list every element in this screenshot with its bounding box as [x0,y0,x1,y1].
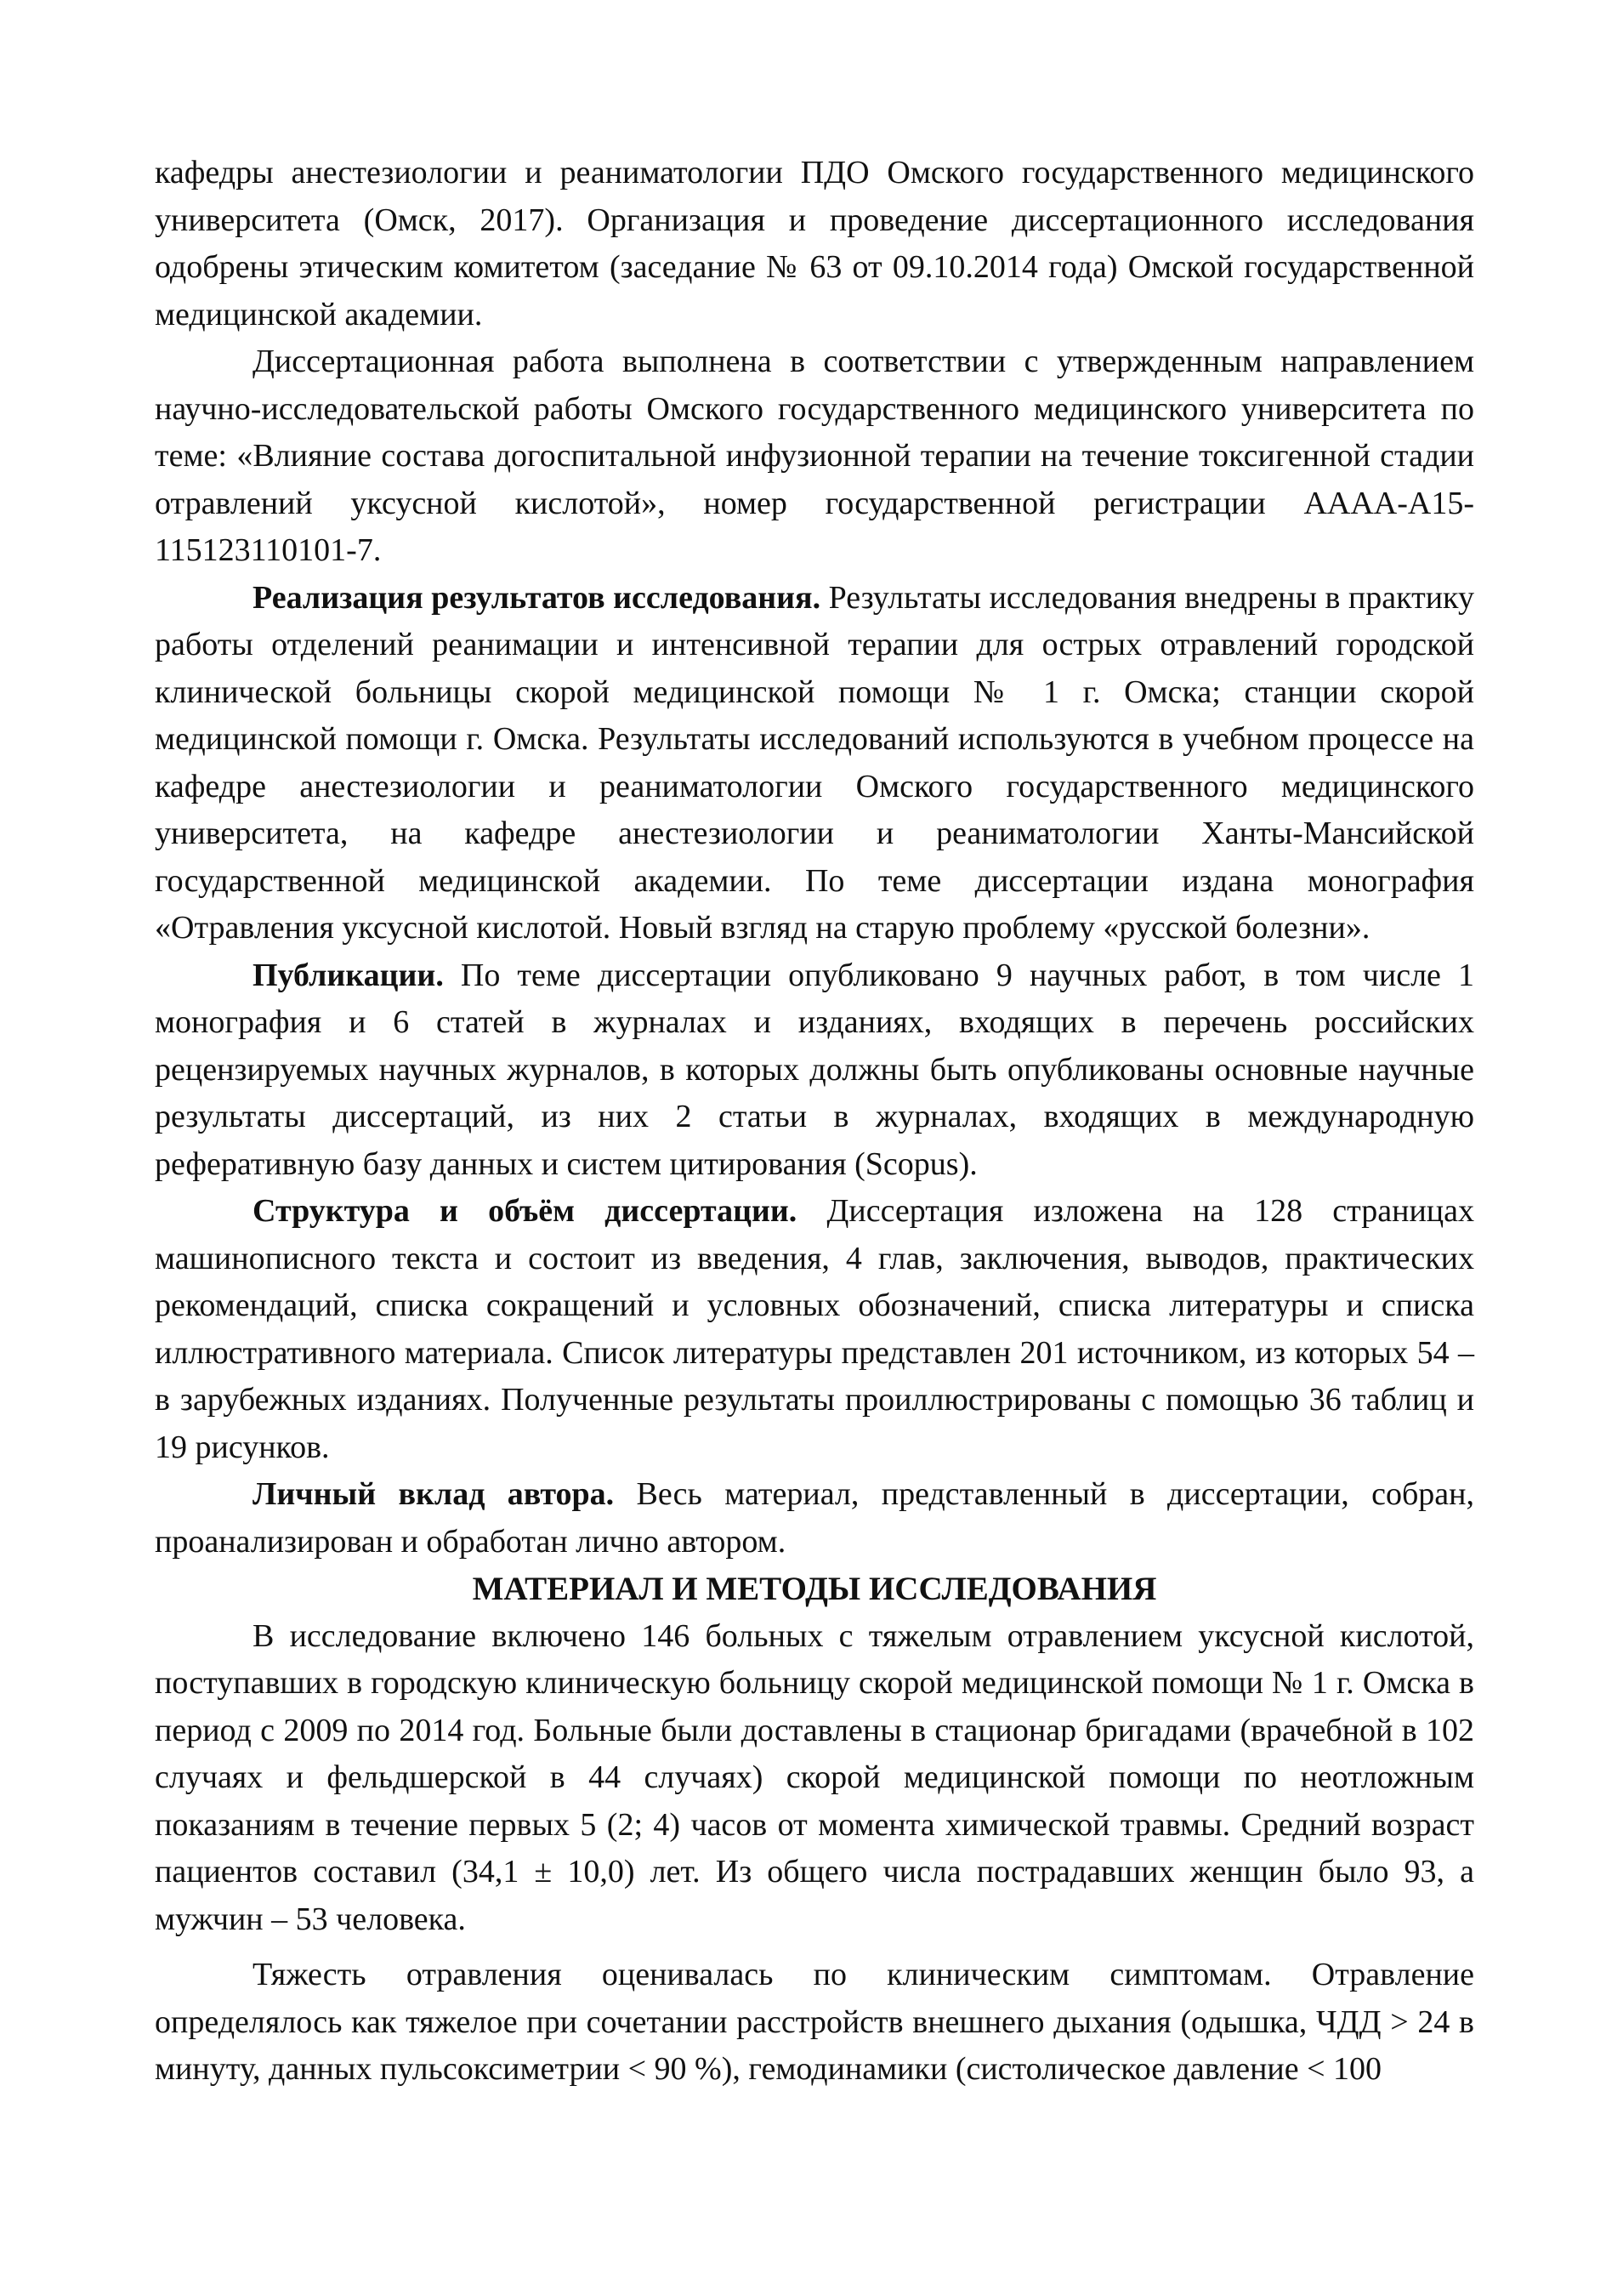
paragraph-implementation [155,575,1474,952]
paragraph-ethics-approval [155,150,1474,338]
paragraph-text: Весь материал, представленный в диссертации, собран, проанализирован и обработан лично автором. [155,1476,1474,1560]
paragraph-text: Диссертационная работа выполнена в соответствии с утвержденным направлением научно-исследовательской работы Омского государственного медицинского университета по теме: «Влияние состава догоспитальной инфузионной терапии на течение токсигенной стадии отравлений уксусной кислотой», номер государственной регистрации АААА-А15-115123110101-7. [155,344,1474,568]
paragraph-study-population [155,1613,1474,1944]
section-heading: МАТЕРИАЛ И МЕТОДЫ ИССЛЕДОВАНИЯ [472,1571,1157,1607]
paragraph-text: Диссертация изложена на 128 страницах машинописного текста и состоит из введения, 4 глав, заключения, выводов, практических рекомендаций, списка сокращений и условных обозначений, списка литературы и списка иллюстративного материала. Список литературы представлен 201 источником, из которых 54 – в зарубежных изданиях. Полученные результаты проиллюстрированы с помощью 36 таблиц и 19 рисунков. [155,1193,1474,1465]
paragraph-structure [155,1188,1474,1471]
paragraph-lead: Личный вклад автора. [253,1476,615,1512]
page-text [155,150,1474,2094]
paragraph-lead: Реализация результатов исследования. [253,579,821,616]
paragraph-personal-contribution [155,1471,1474,1566]
paragraph-text: По теме диссертации опубликовано 9 научных работ, в том числе 1 монография и 6 статей в журналах и изданиях, входящих в перечень российских рецензируемых научных журналов, в которых должны быть опубликованы основные научные результаты диссертаций, из них 2 статьи в журналах, входящих в международную реферативную базу данных и систем цитирования (Scopus). [155,957,1474,1182]
paragraph-lead: Публикации. [253,957,444,993]
paragraph-severity-assessment [155,1952,1474,2094]
paragraph-text: кафедры анестезиологии и реаниматологии ПДО Омского государственного медицинского университета (Омск, 2017). Организация и проведение диссертационного исследования одобрены этическим комитетом (заседание № 63 от 09.10.2014 года) Омской государственной медицинской академии. [155,155,1474,332]
paragraph-text: В исследование включено 146 больных с тяжелым отравлением уксусной кислотой, поступавших в городскую клиническую больницу скорой медицинской помощи № 1 г. Омска в период с 2009 по 2014 год. Больные были доставлены в стационар бригадами (врачебной в 102 случаях и фельдшерской в 44 случаях) скорой медицинской помощи по неотложным показаниям в течение первых 5 (2; 4) часов от момента химической травмы. Средний возраст пациентов составил (34,1 ± 10,0) лет. Из общего числа пострадавших женщин было 93, а мужчин – 53 человека. [155,1617,1474,1937]
paragraph-text: Тяжесть отравления оценивалась по клиническим симптомам. Отравление определялось как тяжелое при сочетании расстройств внешнего дыхания (одышка, ЧДД > 24 в минуту, данных пульсоксиметрии < 90 %), гемодинамики (систолическое давление < 100 [155,1957,1474,2087]
paragraph-text: Результаты исследования внедрены в практику работы отделений реанимации и интенсивной терапии для острых отравлений городской клинической больницы скорой медицинской помощи № 1 г. Омска; станции скорой медицинской помощи г. Омска. Результаты исследований используются в учебном процессе на кафедре анестезиологии и реаниматологии Омского государственного медицинского университета, на кафедре анестезиологии и реаниматологии Ханты-Мансийской государственной медицинской академии. По теме диссертации издана монография «Отравления уксусной кислотой. Новый взгляд на старую проблему «русской болезни». [155,579,1474,946]
paragraph-publications [155,952,1474,1189]
paragraph-lead: Структура и объём диссертации. [253,1193,797,1229]
paragraph-research-direction [155,338,1474,575]
